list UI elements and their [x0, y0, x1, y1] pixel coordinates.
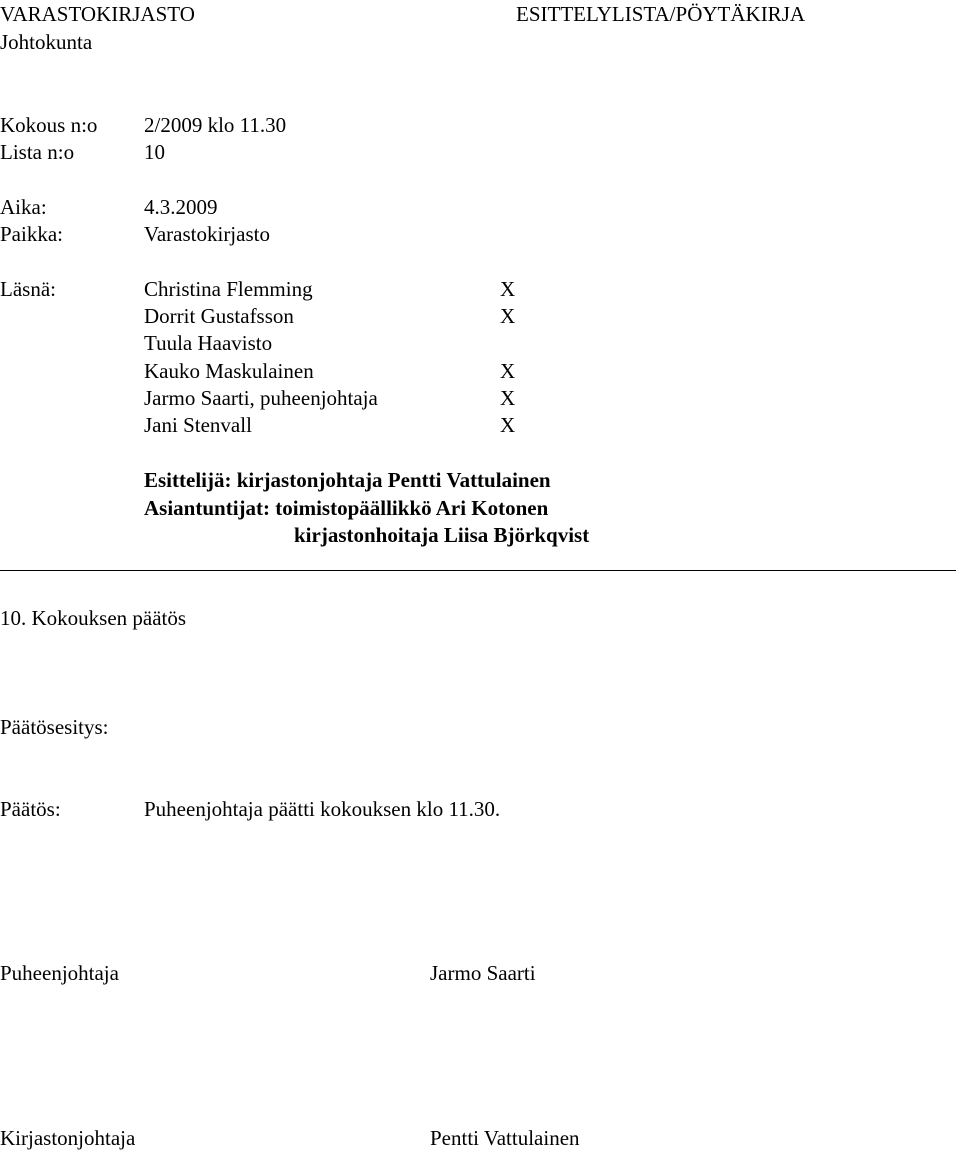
signature-role: Kirjastonjohtaja	[0, 1126, 136, 1150]
list-number-value: 10	[144, 140, 165, 164]
member-present-mark: X	[500, 277, 516, 301]
member-name: Kauko Maskulainen	[144, 359, 314, 383]
member-name: Dorrit Gustafsson	[144, 304, 294, 328]
place-label: Paikka:	[0, 222, 63, 246]
signature-name: Jarmo Saarti	[430, 961, 536, 985]
member-name: Christina Flemming	[144, 277, 313, 301]
time-value: 4.3.2009	[144, 195, 218, 219]
member-present-mark: X	[500, 413, 516, 437]
member-present-mark: X	[500, 386, 516, 410]
member-name: Jarmo Saarti, puheenjohtaja	[144, 386, 378, 410]
place-value: Varastokirjasto	[144, 222, 270, 246]
list-number-label: Lista n:o	[0, 140, 75, 164]
signature-name: Pentti Vattulainen	[430, 1126, 580, 1150]
meeting-number-label: Kokous n:o	[0, 113, 98, 137]
signature-role: Puheenjohtaja	[0, 961, 119, 985]
member-present-mark: X	[500, 359, 516, 383]
member-name: Jani Stenvall	[144, 413, 252, 437]
meeting-number-value: 2/2009 klo 11.30	[144, 113, 287, 137]
presenter-line: Esittelijä: kirjastonjohtaja Pentti Vattulainen	[144, 468, 551, 492]
proposal-label: Päätösesitys:	[0, 715, 109, 739]
section-divider	[0, 570, 956, 571]
decision-label: Päätös:	[0, 797, 61, 821]
decision-text: Puheenjohtaja päätti kokouksen klo 11.30.	[144, 797, 501, 821]
time-label: Aika:	[0, 195, 47, 219]
experts-line: Asiantuntijat: toimistopäällikkö Ari Kotonen	[144, 496, 549, 520]
experts-line-continued: kirjastonhoitaja Liisa Björkqvist	[294, 523, 590, 547]
member-present-mark: X	[500, 304, 516, 328]
governing-body: Johtokunta	[0, 30, 93, 54]
document-type: ESITTELYLISTA/PÖYTÄKIRJA	[516, 2, 806, 26]
org-name: VARASTOKIRJASTO	[0, 2, 195, 26]
item-title: 10. Kokouksen päätös	[0, 606, 187, 630]
member-name: Tuula Haavisto	[144, 331, 273, 355]
attendance-label: Läsnä:	[0, 277, 56, 301]
